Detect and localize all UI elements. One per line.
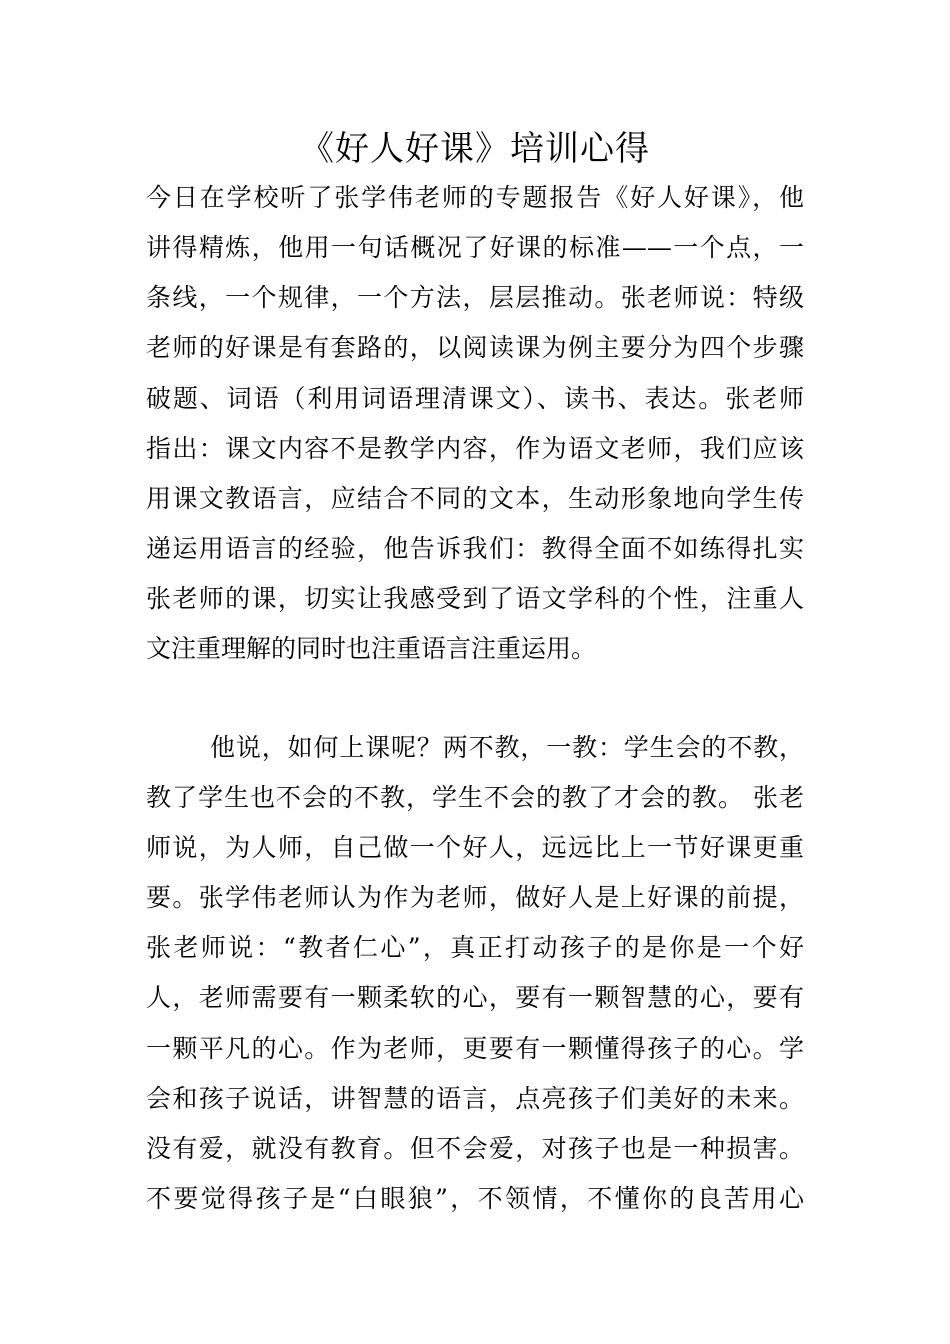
paragraph-1-line: 用课文教语言，应结合不同的文本，生动形象地向学生传 [146,484,804,513]
paragraph-2-line: 会和孩子说话，讲智慧的语言，点亮孩子们美好的未来。 [146,1084,804,1113]
paragraph-2-line: 要。张学伟老师认为作为老师，做好人是上好课的前提， [146,883,804,912]
paragraph-1-line: 破题、词语（利用词语理清课文）、读书、表达。张老师 [146,384,804,413]
paragraph-2-line: 人，老师需要有一颗柔软的心，要有一颗智慧的心，要有 [146,983,804,1012]
document-title: 《好人好课》培训心得 [300,129,650,169]
paragraph-2-line: 不要觉得孩子是“白眼狼”，不领情，不懂你的良苦用心 [146,1184,804,1213]
paragraph-2-line: 一颗平凡的心。作为老师，更要有一颗懂得孩子的心。学 [146,1034,804,1063]
paragraph-2-line: 张老师说：“教者仁心”，真正打动孩子的是你是一个好 [146,933,804,962]
paragraph-1-line: 今日在学校听了张学伟老师的专题报告《好人好课》，他 [146,183,804,212]
paragraph-1-line: 文注重理解的同时也注重语言注重运用。 [146,634,597,663]
paragraph-2-line: 没有爱，就没有教育。但不会爱，对孩子也是一种损害。 [146,1134,804,1163]
paragraph-1-line: 张老师的课，切实让我感受到了语文学科的个性，注重人 [146,584,804,613]
paragraph-1-line: 老师的好课是有套路的，以阅读课为例主要分为四个步骤 [146,333,804,362]
paragraph-1-line: 条线，一个规律，一个方法，层层推动。张老师说：特级 [146,283,804,312]
paragraph-1-line: 讲得精炼，他用一句话概况了好课的标准——一个点，一 [146,233,804,262]
paragraph-1-line: 递运用语言的经验，他告诉我们：教得全面不如练得扎实 [146,534,804,563]
paragraph-2-line: 他说，如何上课呢？两不教，一教：学生会的不教， [210,733,804,762]
paragraph-2-line: 教了学生也不会的不教，学生不会的教了才会的教。 张老 [146,783,804,812]
paragraph-2-line: 师说，为人师，自己做一个好人，远远比上一节好课更重 [146,833,804,862]
paragraph-1-line: 指出：课文内容不是教学内容，作为语文老师，我们应该 [146,434,804,463]
